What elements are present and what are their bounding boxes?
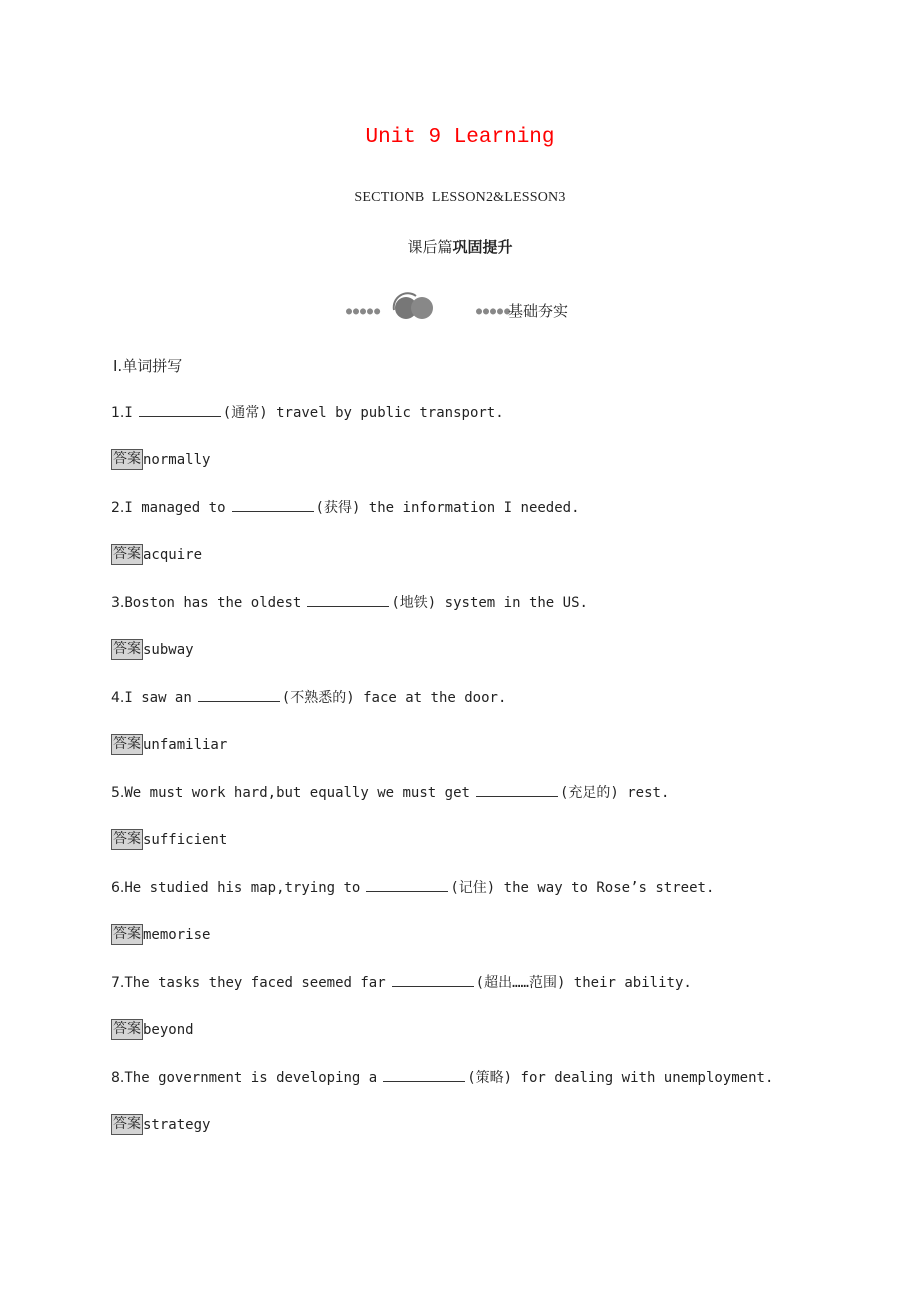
- question-number: 4.: [111, 690, 125, 706]
- exercise-heading: Ⅰ.单词拼写: [113, 357, 183, 375]
- question-number: 5.: [111, 785, 125, 801]
- answer-blank: [198, 689, 280, 702]
- answer-row: [111, 449, 210, 470]
- section-label: 基础夯实: [508, 302, 569, 320]
- answer-text: normally: [143, 451, 211, 468]
- answer-blank: [139, 404, 221, 417]
- answer-blank: [232, 499, 314, 512]
- answer-badge: 答案: [111, 1114, 143, 1135]
- answer-blank: [366, 879, 448, 892]
- question-number: 1.: [111, 405, 125, 421]
- question-text-before: I managed to: [124, 500, 226, 516]
- answer-badge: 答案: [111, 544, 143, 565]
- question-text-before: I: [124, 405, 133, 421]
- circles-icon: [386, 290, 438, 322]
- question-number: 6.: [111, 880, 125, 896]
- stage-bold: 巩固提升: [452, 238, 513, 256]
- answer-blank: [392, 974, 474, 987]
- answer-row: [111, 734, 227, 755]
- question-item: [111, 782, 669, 802]
- answer-row: [111, 924, 210, 945]
- answer-row: [111, 544, 202, 565]
- question-number: 8.: [111, 1070, 125, 1086]
- answer-blank: [383, 1069, 465, 1082]
- answer-row: [111, 1019, 194, 1040]
- page-title: Unit 9 Learning: [365, 126, 555, 149]
- answer-text: acquire: [143, 546, 203, 563]
- question-text-before: The government is developing a: [124, 1070, 378, 1086]
- question-item: [111, 972, 692, 992]
- question-text-before: Boston has the oldest: [124, 595, 302, 611]
- answer-text: memorise: [143, 926, 211, 943]
- answer-badge: 答案: [111, 829, 143, 850]
- question-number: 7.: [111, 975, 125, 991]
- answer-blank: [476, 784, 558, 797]
- answer-badge: 答案: [111, 734, 143, 755]
- question-item: [111, 877, 714, 897]
- answer-text: unfamiliar: [143, 736, 228, 753]
- answer-text: strategy: [143, 1116, 211, 1133]
- question-text-before: He studied his map,trying to: [124, 880, 361, 896]
- section-decoration-icon: ●●●●● ●●●●●: [346, 290, 626, 326]
- question-item: [111, 1067, 773, 1087]
- question-number: 3.: [111, 595, 125, 611]
- question-text-after: (超出……范围) their ability.: [475, 975, 692, 991]
- answer-text: sufficient: [143, 831, 228, 848]
- answer-row: [111, 1114, 210, 1135]
- answer-text: beyond: [143, 1021, 194, 1038]
- answer-row: [111, 639, 194, 660]
- question-text-before: The tasks they faced seemed far: [124, 975, 386, 991]
- question-item: [111, 402, 504, 422]
- question-item: [111, 687, 506, 707]
- question-text-before: I saw an: [124, 690, 192, 706]
- stage-subtitle: [0, 236, 920, 257]
- section-subtitle: SECTIONB LESSON2&LESSON3: [354, 190, 566, 205]
- stage-plain: 课后篇: [407, 238, 453, 256]
- answer-badge: 答案: [111, 449, 143, 470]
- question-text-after: (获得) the information I needed.: [315, 500, 580, 516]
- question-item: [111, 497, 580, 517]
- question-text-after: (通常) travel by public transport.: [222, 405, 504, 421]
- answer-badge: 答案: [111, 924, 143, 945]
- answer-badge: 答案: [111, 1019, 143, 1040]
- question-text-after: (记住) the way to Rose’s street.: [450, 880, 715, 896]
- answer-blank: [307, 594, 389, 607]
- question-text-after: (策略) for dealing with unemployment.: [467, 1070, 774, 1086]
- answer-text: subway: [143, 641, 194, 658]
- question-text-after: (不熟悉的) face at the door.: [281, 690, 507, 706]
- answer-row: [111, 829, 227, 850]
- question-text-after: (地铁) system in the US.: [391, 595, 588, 611]
- question-number: 2.: [111, 500, 125, 516]
- question-text-after: (充足的) rest.: [559, 785, 670, 801]
- answer-badge: 答案: [111, 639, 143, 660]
- question-item: [111, 592, 588, 612]
- question-text-before: We must work hard,but equally we must get: [124, 785, 470, 801]
